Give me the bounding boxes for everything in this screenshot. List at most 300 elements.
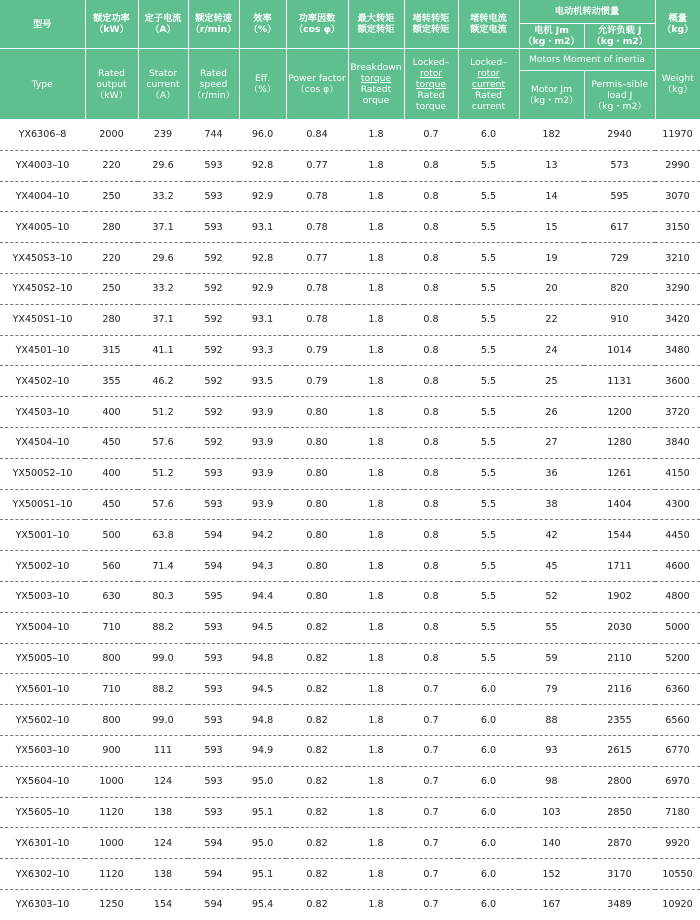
cell-type: YX450S2–10 bbox=[0, 273, 85, 304]
table-row bbox=[0, 335, 700, 366]
cell-weight: 3210 bbox=[655, 243, 700, 274]
cell-rated-output: 1000 bbox=[85, 828, 138, 859]
cell-breakdown-torque: 1.8 bbox=[348, 335, 404, 366]
cell-motor-jm: 42 bbox=[519, 520, 584, 551]
header-rated-output-cn: 额定功率 （kW） bbox=[85, 0, 138, 49]
cell-type: YX5005–10 bbox=[0, 643, 85, 674]
cell-weight: 3480 bbox=[655, 335, 700, 366]
cell-stator-current: 37.1 bbox=[138, 304, 188, 335]
header-moment-group-cn: 电动机转动惯量 bbox=[519, 0, 655, 24]
cell-rated-speed: 593 bbox=[188, 797, 239, 828]
cell-rated-speed: 592 bbox=[188, 335, 239, 366]
cell-motor-jm: 79 bbox=[519, 674, 584, 705]
cell-efficiency: 93.1 bbox=[239, 304, 286, 335]
cell-rated-output: 900 bbox=[85, 735, 138, 766]
table-row bbox=[0, 120, 700, 151]
cell-permissible-load: 1131 bbox=[584, 366, 655, 397]
header-locked-rotor-current-en bbox=[458, 49, 519, 120]
cell-stator-current: 239 bbox=[138, 120, 188, 151]
cell-motor-jm: 20 bbox=[519, 273, 584, 304]
cell-power-factor: 0.79 bbox=[286, 335, 348, 366]
cell-type: YX4503–10 bbox=[0, 397, 85, 428]
cell-rated-speed: 594 bbox=[188, 859, 239, 890]
cell-motor-jm: 103 bbox=[519, 797, 584, 828]
cell-motor-jm: 88 bbox=[519, 705, 584, 736]
cell-efficiency: 94.3 bbox=[239, 551, 286, 582]
cell-weight: 3720 bbox=[655, 397, 700, 428]
cell-locked-rotor-current: 6.0 bbox=[458, 766, 519, 797]
cell-stator-current: 33.2 bbox=[138, 273, 188, 304]
cell-efficiency: 95.0 bbox=[239, 828, 286, 859]
cell-type: YX5602–10 bbox=[0, 705, 85, 736]
cell-motor-jm: 45 bbox=[519, 551, 584, 582]
cell-motor-jm: 24 bbox=[519, 335, 584, 366]
header-efficiency-cn: 效率 （%） bbox=[239, 0, 286, 49]
cell-weight: 4450 bbox=[655, 520, 700, 551]
cell-stator-current: 51.2 bbox=[138, 458, 188, 489]
cell-rated-output: 1000 bbox=[85, 766, 138, 797]
cell-rated-output: 400 bbox=[85, 458, 138, 489]
table-row bbox=[0, 797, 700, 828]
cell-weight: 5000 bbox=[655, 612, 700, 643]
cell-type: YX5604–10 bbox=[0, 766, 85, 797]
cell-locked-rotor-current: 5.5 bbox=[458, 581, 519, 612]
cell-weight: 5200 bbox=[655, 643, 700, 674]
cell-stator-current: 80.3 bbox=[138, 581, 188, 612]
header-stator-current-cn: 定子电流 （A） bbox=[138, 0, 188, 49]
cell-breakdown-torque: 1.8 bbox=[348, 458, 404, 489]
cell-locked-rotor-current: 5.5 bbox=[458, 212, 519, 243]
table-row bbox=[0, 828, 700, 859]
cell-power-factor: 0.80 bbox=[286, 427, 348, 458]
header-permissible-load-en: Permis–sible load J （kg・m2） bbox=[584, 71, 655, 120]
cell-weight: 4150 bbox=[655, 458, 700, 489]
cell-weight: 3600 bbox=[655, 366, 700, 397]
cell-efficiency: 94.5 bbox=[239, 674, 286, 705]
cell-type: YX4504–10 bbox=[0, 427, 85, 458]
cell-locked-rotor-torque: 0.8 bbox=[404, 489, 458, 520]
cell-efficiency: 92.8 bbox=[239, 150, 286, 181]
cell-breakdown-torque: 1.8 bbox=[348, 674, 404, 705]
cell-efficiency: 93.9 bbox=[239, 427, 286, 458]
cell-weight: 6560 bbox=[655, 705, 700, 736]
cell-rated-output: 400 bbox=[85, 397, 138, 428]
cell-motor-jm: 26 bbox=[519, 397, 584, 428]
cell-power-factor: 0.82 bbox=[286, 859, 348, 890]
table-row bbox=[0, 643, 700, 674]
header-locked-rotor-torque-line3: Rated torque bbox=[415, 89, 447, 112]
cell-type: YX450S3–10 bbox=[0, 243, 85, 274]
header-type-en: Type bbox=[0, 49, 85, 120]
header-locked-rotor-torque-line2: rotor torque bbox=[415, 67, 447, 90]
cell-weight: 3150 bbox=[655, 212, 700, 243]
cell-stator-current: 99.0 bbox=[138, 705, 188, 736]
cell-motor-jm: 15 bbox=[519, 212, 584, 243]
cell-locked-rotor-torque: 0.8 bbox=[404, 551, 458, 582]
cell-breakdown-torque: 1.8 bbox=[348, 797, 404, 828]
cell-locked-rotor-torque: 0.7 bbox=[404, 766, 458, 797]
cell-breakdown-torque: 1.8 bbox=[348, 735, 404, 766]
cell-power-factor: 0.79 bbox=[286, 366, 348, 397]
cell-locked-rotor-current: 5.5 bbox=[458, 181, 519, 212]
table-row bbox=[0, 181, 700, 212]
cell-rated-output: 1120 bbox=[85, 797, 138, 828]
cell-power-factor: 0.78 bbox=[286, 304, 348, 335]
cell-rated-output: 250 bbox=[85, 181, 138, 212]
cell-permissible-load: 1014 bbox=[584, 335, 655, 366]
cell-rated-output: 800 bbox=[85, 705, 138, 736]
cell-locked-rotor-torque: 0.8 bbox=[404, 304, 458, 335]
cell-efficiency: 95.1 bbox=[239, 859, 286, 890]
cell-locked-rotor-torque: 0.8 bbox=[404, 427, 458, 458]
cell-breakdown-torque: 1.8 bbox=[348, 212, 404, 243]
cell-weight: 3290 bbox=[655, 273, 700, 304]
cell-power-factor: 0.82 bbox=[286, 674, 348, 705]
header-weight-en: Weight （kg） bbox=[655, 49, 700, 120]
cell-permissible-load: 3489 bbox=[607, 899, 632, 911]
cell-rated-speed: 594 bbox=[188, 520, 239, 551]
cell-efficiency: 93.5 bbox=[239, 366, 286, 397]
cell-breakdown-torque: 1.8 bbox=[348, 120, 404, 151]
cell-rated-output: 500 bbox=[85, 520, 138, 551]
cell-type: YX5603–10 bbox=[0, 735, 85, 766]
cell-power-factor: 0.82 bbox=[286, 612, 348, 643]
cell-stator-current: 63.8 bbox=[138, 520, 188, 551]
cell-locked-rotor-current: 5.5 bbox=[458, 335, 519, 366]
cell-locked-rotor-current: 6.0 bbox=[480, 899, 497, 911]
table-row bbox=[0, 889, 700, 919]
cell-locked-rotor-torque: 0.8 bbox=[404, 612, 458, 643]
cell-stator-current: 51.2 bbox=[138, 397, 188, 428]
cell-breakdown-torque: 1.8 bbox=[348, 427, 404, 458]
cell-stator-current: 57.6 bbox=[138, 489, 188, 520]
cell-permissible-load: 2800 bbox=[584, 766, 655, 797]
cell-rated-output: 710 bbox=[85, 612, 138, 643]
table-row bbox=[0, 581, 700, 612]
cell-rated-output: 280 bbox=[85, 212, 138, 243]
cell-breakdown-torque: 1.8 bbox=[348, 581, 404, 612]
cell-stator-current: 111 bbox=[138, 735, 188, 766]
table-row bbox=[0, 735, 700, 766]
cell-efficiency: 92.8 bbox=[239, 243, 286, 274]
cell-power-factor: 0.84 bbox=[286, 120, 348, 151]
cell-power-factor: 0.82 bbox=[286, 828, 348, 859]
cell-locked-rotor-torque: 0.7 bbox=[404, 674, 458, 705]
header-type-cn: 型号 bbox=[0, 0, 85, 49]
cell-efficiency: 93.1 bbox=[239, 212, 286, 243]
cell-locked-rotor-current: 5.5 bbox=[458, 489, 519, 520]
cell-locked-rotor-current: 6.0 bbox=[458, 120, 519, 151]
cell-locked-rotor-current: 6.0 bbox=[458, 859, 519, 890]
table-row bbox=[0, 458, 700, 489]
cell-rated-speed: 593 bbox=[188, 458, 239, 489]
cell-efficiency: 93.9 bbox=[239, 458, 286, 489]
header-motor-jm-en: Motor Jm （kg・m2） bbox=[519, 71, 584, 120]
cell-rated-speed: 593 bbox=[188, 212, 239, 243]
cell-motor-jm: 27 bbox=[519, 427, 584, 458]
cell-locked-rotor-torque: 0.8 bbox=[404, 150, 458, 181]
cell-type: YX6301–10 bbox=[0, 828, 85, 859]
cell-stator-current: 33.2 bbox=[138, 181, 188, 212]
cell-permissible-load: 3170 bbox=[584, 859, 655, 890]
cell-type: YX4003–10 bbox=[0, 150, 85, 181]
header-breakdown-torque-line1: Breakdown bbox=[350, 62, 402, 73]
cell-power-factor: 0.80 bbox=[286, 489, 348, 520]
cell-type: YX6303–10 bbox=[15, 899, 70, 911]
cell-type: YX500S1–10 bbox=[0, 489, 85, 520]
table-row bbox=[0, 489, 700, 520]
header-rated-speed-en: Rated speed （r/min） bbox=[188, 49, 239, 120]
cell-rated-output: 315 bbox=[85, 335, 138, 366]
header-rated-output-en: Rated output （kW） bbox=[85, 49, 138, 120]
cell-permissible-load: 1261 bbox=[584, 458, 655, 489]
cell-rated-speed: 594 bbox=[188, 551, 239, 582]
cell-motor-jm: 182 bbox=[519, 120, 584, 151]
cell-rated-speed: 593 bbox=[188, 643, 239, 674]
cell-stator-current: 41.1 bbox=[138, 335, 188, 366]
cell-locked-rotor-current: 5.5 bbox=[458, 427, 519, 458]
cell-motor-jm: 22 bbox=[519, 304, 584, 335]
cell-power-factor: 0.78 bbox=[286, 212, 348, 243]
cell-permissible-load: 1902 bbox=[584, 581, 655, 612]
cell-stator-current: 29.6 bbox=[138, 243, 188, 274]
cell-type: YX6306–8 bbox=[0, 120, 85, 151]
cell-rated-speed: 593 bbox=[188, 181, 239, 212]
cell-type: YX4502–10 bbox=[0, 366, 85, 397]
cell-rated-output: 280 bbox=[85, 304, 138, 335]
cell-locked-rotor-current: 5.5 bbox=[458, 612, 519, 643]
cell-permissible-load: 2116 bbox=[584, 674, 655, 705]
cell-weight: 6360 bbox=[655, 674, 700, 705]
table-row bbox=[0, 304, 700, 335]
table-row bbox=[0, 612, 700, 643]
cell-motor-jm: 98 bbox=[519, 766, 584, 797]
cell-permissible-load: 2355 bbox=[584, 705, 655, 736]
cell-permissible-load: 1404 bbox=[584, 489, 655, 520]
cell-stator-current: 71.4 bbox=[138, 551, 188, 582]
cell-stator-current: 29.6 bbox=[138, 150, 188, 181]
header-weight-cn: 概量 （kg） bbox=[655, 0, 700, 49]
cell-power-factor: 0.82 bbox=[306, 899, 328, 911]
cell-rated-speed: 592 bbox=[188, 427, 239, 458]
cell-motor-jm: 59 bbox=[519, 643, 584, 674]
cell-motor-jm: 167 bbox=[542, 899, 561, 911]
cell-stator-current: 88.2 bbox=[138, 674, 188, 705]
cell-weight: 10550 bbox=[655, 859, 700, 890]
cell-locked-rotor-torque: 0.7 bbox=[404, 828, 458, 859]
cell-type: YX450S1–10 bbox=[0, 304, 85, 335]
cell-rated-output: 2000 bbox=[85, 120, 138, 151]
cell-breakdown-torque: 1.8 bbox=[348, 397, 404, 428]
cell-permissible-load: 573 bbox=[584, 150, 655, 181]
cell-rated-output: 220 bbox=[85, 150, 138, 181]
cell-rated-speed: 594 bbox=[188, 828, 239, 859]
cell-permissible-load: 617 bbox=[584, 212, 655, 243]
cell-rated-speed: 593 bbox=[188, 766, 239, 797]
cell-rated-speed: 595 bbox=[188, 581, 239, 612]
header-locked-rotor-current-line3: Rated current bbox=[471, 89, 506, 112]
header-motor-jm-cn: 电机 Jm （kg・m2） bbox=[519, 24, 584, 49]
cell-stator-current: 154 bbox=[153, 899, 173, 911]
cell-efficiency: 95.4 bbox=[251, 899, 274, 911]
cell-rated-speed: 592 bbox=[188, 243, 239, 274]
header-locked-rotor-torque-cn: 堵转转矩 额定转矩 bbox=[404, 0, 458, 49]
cell-rated-output: 250 bbox=[85, 273, 138, 304]
cell-permissible-load: 2850 bbox=[584, 797, 655, 828]
cell-permissible-load: 910 bbox=[584, 304, 655, 335]
cell-weight: 7180 bbox=[655, 797, 700, 828]
cell-efficiency: 93.9 bbox=[239, 397, 286, 428]
cell-locked-rotor-torque: 0.8 bbox=[404, 520, 458, 551]
cell-breakdown-torque: 1.8 bbox=[348, 859, 404, 890]
table-row bbox=[0, 520, 700, 551]
table-body bbox=[0, 120, 700, 920]
cell-breakdown-torque: 1.8 bbox=[348, 828, 404, 859]
cell-efficiency: 92.9 bbox=[239, 273, 286, 304]
cell-locked-rotor-current: 6.0 bbox=[458, 674, 519, 705]
cell-breakdown-torque: 1.8 bbox=[348, 273, 404, 304]
cell-locked-rotor-current: 5.5 bbox=[458, 551, 519, 582]
cell-locked-rotor-torque: 0.8 bbox=[404, 273, 458, 304]
cell-rated-speed: 593 bbox=[188, 735, 239, 766]
cell-rated-output: 630 bbox=[85, 581, 138, 612]
cell-locked-rotor-current: 5.5 bbox=[458, 366, 519, 397]
cell-permissible-load: 820 bbox=[584, 273, 655, 304]
header-locked-rotor-torque-line1: Locked– bbox=[412, 56, 450, 68]
cell-type: YX5002–10 bbox=[0, 551, 85, 582]
cell-type: YX4005–10 bbox=[0, 212, 85, 243]
header-rated-speed-cn: 额定转速 （r/min） bbox=[188, 0, 239, 49]
table-row bbox=[0, 397, 700, 428]
cell-type: YX5004–10 bbox=[0, 612, 85, 643]
cell-locked-rotor-torque: 0.8 bbox=[404, 181, 458, 212]
cell-type: YX5001–10 bbox=[0, 520, 85, 551]
cell-permissible-load: 2110 bbox=[584, 643, 655, 674]
cell-rated-output: 1120 bbox=[85, 859, 138, 890]
cell-permissible-load: 595 bbox=[584, 181, 655, 212]
cell-type: YX4501–10 bbox=[0, 335, 85, 366]
cell-permissible-load: 2615 bbox=[584, 735, 655, 766]
cell-rated-speed: 593 bbox=[188, 674, 239, 705]
cell-rated-output: 220 bbox=[85, 243, 138, 274]
cell-locked-rotor-current: 5.5 bbox=[458, 243, 519, 274]
cell-power-factor: 0.78 bbox=[286, 181, 348, 212]
header-permissible-load-cn: 允许负载 J （kg・m2） bbox=[584, 24, 655, 49]
cell-locked-rotor-torque: 0.8 bbox=[404, 212, 458, 243]
cell-stator-current: 124 bbox=[138, 828, 188, 859]
table-row bbox=[0, 243, 700, 274]
cell-locked-rotor-torque: 0.8 bbox=[404, 243, 458, 274]
cell-locked-rotor-current: 6.0 bbox=[458, 828, 519, 859]
cell-rated-output: 355 bbox=[85, 366, 138, 397]
cell-locked-rotor-current: 6.0 bbox=[458, 705, 519, 736]
cell-rated-speed: 593 bbox=[188, 489, 239, 520]
cell-power-factor: 0.80 bbox=[286, 397, 348, 428]
cell-efficiency: 96.0 bbox=[239, 120, 286, 151]
cell-efficiency: 95.1 bbox=[239, 797, 286, 828]
cell-locked-rotor-current: 5.5 bbox=[458, 458, 519, 489]
header-breakdown-torque-line2: torque bbox=[360, 73, 392, 84]
cell-permissible-load: 1200 bbox=[584, 397, 655, 428]
cell-permissible-load: 2870 bbox=[584, 828, 655, 859]
cell-efficiency: 94.5 bbox=[239, 612, 286, 643]
cell-rated-speed: 592 bbox=[188, 273, 239, 304]
cell-weight: 11970 bbox=[655, 120, 700, 151]
table-row bbox=[0, 212, 700, 243]
header-locked-rotor-current-cn: 堵转电流 额定电流 bbox=[458, 0, 519, 49]
header-power-factor-cn: 功率因数 （cos φ） bbox=[286, 0, 348, 49]
cell-rated-speed: 593 bbox=[188, 150, 239, 181]
cell-breakdown-torque: 1.8 bbox=[348, 489, 404, 520]
cell-weight: 4600 bbox=[655, 551, 700, 582]
cell-rated-speed: 592 bbox=[188, 304, 239, 335]
cell-breakdown-torque: 1.8 bbox=[368, 899, 384, 911]
cell-locked-rotor-torque: 0.7 bbox=[423, 899, 439, 911]
cell-permissible-load: 729 bbox=[584, 243, 655, 274]
cell-efficiency: 92.9 bbox=[239, 181, 286, 212]
table-row bbox=[0, 766, 700, 797]
cell-weight: 6770 bbox=[655, 735, 700, 766]
cell-rated-output: 710 bbox=[85, 674, 138, 705]
cell-breakdown-torque: 1.8 bbox=[348, 150, 404, 181]
cell-breakdown-torque: 1.8 bbox=[348, 304, 404, 335]
cell-locked-rotor-torque: 0.8 bbox=[404, 335, 458, 366]
cell-rated-output: 450 bbox=[85, 427, 138, 458]
cell-locked-rotor-torque: 0.8 bbox=[404, 581, 458, 612]
cell-efficiency: 94.4 bbox=[239, 581, 286, 612]
cell-locked-rotor-torque: 0.7 bbox=[404, 859, 458, 890]
header-moment-group-en: Motors Moment of inertia bbox=[519, 49, 655, 71]
cell-weight: 3840 bbox=[655, 427, 700, 458]
header-breakdown-torque-line3: Ratedt orque bbox=[360, 84, 392, 106]
cell-efficiency: 94.9 bbox=[239, 735, 286, 766]
header-breakdown-torque-en bbox=[348, 49, 404, 120]
cell-permissible-load: 2030 bbox=[584, 612, 655, 643]
cell-weight: 9920 bbox=[655, 828, 700, 859]
cell-motor-jm: 14 bbox=[519, 181, 584, 212]
cell-breakdown-torque: 1.8 bbox=[348, 243, 404, 274]
cell-type: YX5601–10 bbox=[0, 674, 85, 705]
cell-breakdown-torque: 1.8 bbox=[348, 520, 404, 551]
cell-motor-jm: 152 bbox=[519, 859, 584, 890]
header-locked-rotor-current-line1: Locked– bbox=[470, 56, 507, 68]
cell-breakdown-torque: 1.8 bbox=[348, 181, 404, 212]
cell-power-factor: 0.82 bbox=[286, 735, 348, 766]
cell-power-factor: 0.77 bbox=[286, 243, 348, 274]
cell-power-factor: 0.82 bbox=[286, 797, 348, 828]
cell-rated-speed: 593 bbox=[188, 612, 239, 643]
cell-efficiency: 94.8 bbox=[239, 643, 286, 674]
table-row bbox=[0, 859, 700, 890]
cell-stator-current: 124 bbox=[138, 766, 188, 797]
cell-rated-speed: 594 bbox=[204, 899, 223, 911]
cell-rated-speed: 592 bbox=[188, 366, 239, 397]
cell-motor-jm: 55 bbox=[519, 612, 584, 643]
cell-weight: 2990 bbox=[655, 150, 700, 181]
cell-locked-rotor-current: 5.5 bbox=[458, 643, 519, 674]
cell-weight: 3420 bbox=[655, 304, 700, 335]
cell-locked-rotor-torque: 0.8 bbox=[404, 397, 458, 428]
cell-motor-jm: 140 bbox=[519, 828, 584, 859]
cell-power-factor: 0.82 bbox=[286, 766, 348, 797]
cell-rated-output: 560 bbox=[85, 551, 138, 582]
cell-weight: 10920 bbox=[662, 899, 693, 911]
cell-rated-output: 800 bbox=[85, 643, 138, 674]
cell-permissible-load: 1544 bbox=[584, 520, 655, 551]
cell-weight: 6970 bbox=[655, 766, 700, 797]
cell-locked-rotor-torque: 0.8 bbox=[404, 366, 458, 397]
header-stator-current-en: Stator current （A） bbox=[138, 49, 188, 120]
